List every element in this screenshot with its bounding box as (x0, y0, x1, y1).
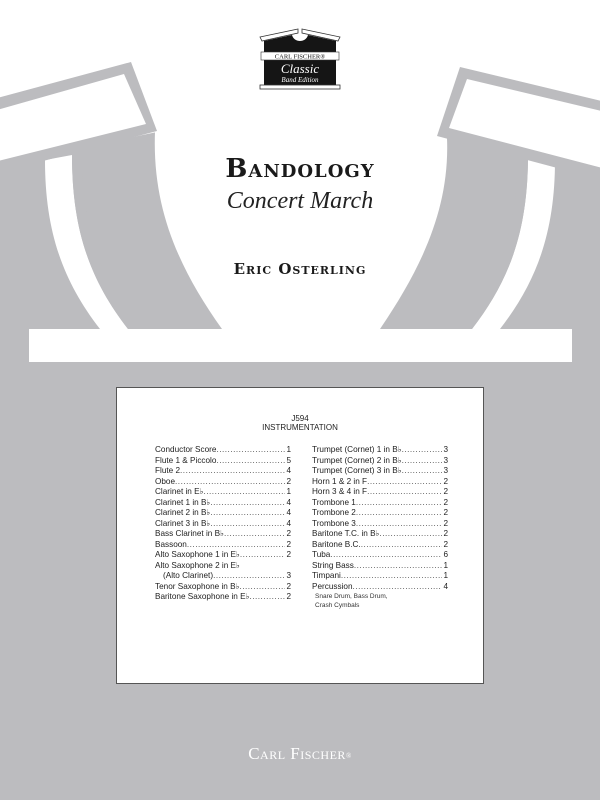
instrument-name: Trumpet (Cornet) 2 in B♭ (312, 455, 402, 465)
leader-dots (187, 540, 286, 551)
instrument-row (155, 582, 291, 593)
part-count: 2 (286, 592, 291, 601)
part-count: 6 (443, 550, 448, 559)
instrument-list-right (312, 445, 448, 610)
leader-dots (210, 498, 285, 509)
instrument-name: Percussion (312, 581, 353, 591)
instrument-row (312, 508, 448, 519)
instrument-row (312, 561, 448, 572)
instrument-name: Conductor Score (155, 445, 217, 454)
instrument-row (155, 445, 291, 456)
leader-dots (240, 550, 286, 561)
instrument-row (155, 456, 291, 467)
leader-dots (180, 466, 285, 477)
part-count: 1 (443, 560, 448, 570)
leader-dots (356, 498, 443, 509)
instrument-name: Horn 1 & 2 in F (312, 476, 368, 486)
instrument-row (312, 519, 448, 530)
instrument-row (312, 466, 448, 477)
piece-title: Bandology (225, 154, 375, 184)
leader-dots (216, 456, 285, 467)
percussion-note: Snare Drum, Bass Drum, (315, 593, 388, 600)
instrument-name: String Bass (312, 560, 354, 570)
leader-dots (239, 582, 285, 593)
instrument-row (312, 487, 448, 498)
part-count: 1 (286, 445, 291, 454)
part-count: 4 (286, 518, 291, 528)
leader-dots (402, 445, 443, 456)
instrument-name: Bassoon (155, 539, 187, 549)
part-count: 4 (286, 508, 291, 517)
instrument-row (312, 445, 448, 456)
leader-dots (356, 519, 443, 530)
catalog-number: J594 (291, 414, 309, 423)
instrument-row (312, 571, 448, 582)
instrument-name: Alto Saxophone 1 in E♭ (155, 550, 240, 559)
instrument-name: Horn 3 & 4 in F (312, 487, 368, 496)
instrument-row (155, 508, 291, 519)
part-count: 2 (443, 476, 448, 486)
instrument-name: Baritone T.C. in B♭ (312, 529, 380, 538)
instrument-name: Baritone B.C. (312, 539, 361, 549)
instrument-name: Trombone 3 (312, 518, 356, 528)
instrument-name: Clarinet 2 in B♭ (155, 508, 211, 517)
leader-dots (224, 529, 286, 540)
svg-text:Band Edition: Band Edition (281, 76, 319, 84)
part-count: 5 (286, 455, 291, 465)
title-block (0, 153, 600, 215)
part-count: 2 (286, 581, 291, 591)
instrument-list-left (155, 445, 291, 603)
leader-dots (402, 456, 443, 467)
part-count: 2 (286, 550, 291, 559)
instrument-name: Timpani (312, 571, 341, 580)
instrument-row (312, 456, 448, 467)
part-count: 2 (443, 497, 448, 507)
instrument-name: Trumpet (Cornet) 3 in B♭ (312, 466, 402, 475)
part-count: 1 (286, 487, 291, 496)
leader-dots (210, 519, 285, 530)
instrument-row (155, 592, 291, 603)
publisher-footer (0, 744, 600, 764)
leader-dots (367, 477, 442, 488)
part-count: 3 (443, 466, 448, 475)
publisher-logo (258, 27, 342, 93)
piece-subtitle: Concert March (226, 188, 374, 214)
part-count: 3 (286, 571, 291, 580)
instrument-row (155, 519, 291, 530)
instrument-name: Trombone 2 (312, 508, 356, 517)
instrument-name: Trombone 1 (312, 497, 356, 507)
part-count: 3 (443, 455, 448, 465)
leader-dots (213, 571, 285, 582)
instrument-name: Clarinet 3 in B♭ (155, 518, 211, 528)
leader-dots (210, 508, 285, 519)
instrument-row (155, 498, 291, 509)
instrument-name: (Alto Clarinet) (163, 571, 214, 580)
leader-dots (367, 487, 442, 498)
composer-name: Eric Osterling (233, 260, 367, 278)
registered-mark: ® (345, 752, 352, 760)
instrumentation-box (116, 387, 484, 684)
instrument-row (155, 477, 291, 488)
instrument-row (155, 571, 291, 582)
part-count: 2 (443, 508, 448, 517)
instrument-name: Tenor Saxophone in B♭ (155, 581, 240, 591)
part-count: 4 (443, 581, 448, 591)
part-count: 2 (443, 487, 448, 496)
leader-dots (354, 561, 443, 572)
leader-dots (361, 540, 443, 551)
leader-dots (203, 487, 285, 498)
instrumentation-heading: INSTRUMENTATION (262, 423, 338, 432)
part-count: 2 (286, 476, 291, 486)
instrument-name: Tuba (312, 550, 331, 559)
leader-dots (216, 445, 285, 456)
leader-dots (356, 508, 443, 519)
leader-dots (402, 466, 443, 477)
instrument-row (312, 582, 448, 593)
instrument-row (312, 477, 448, 488)
leader-dots (175, 477, 285, 488)
instrument-name: Flute 1 & Piccolo (155, 455, 217, 465)
part-count: 4 (286, 466, 291, 475)
svg-text:CARL FISCHER®: CARL FISCHER® (274, 53, 326, 61)
instrument-row (312, 550, 448, 561)
part-count: 4 (286, 497, 291, 507)
part-count: 2 (286, 529, 291, 538)
instrument-row (312, 540, 448, 551)
svg-text:Classic: Classic (280, 61, 320, 76)
instrument-name: Trumpet (Cornet) 1 in B♭ (312, 445, 402, 454)
instrument-row (155, 550, 291, 561)
leader-dots (379, 529, 442, 540)
instrument-row (312, 529, 448, 540)
instrument-row (155, 561, 291, 572)
part-count: 1 (443, 571, 448, 580)
part-count: 2 (443, 539, 448, 549)
part-count: 3 (443, 445, 448, 454)
part-count: 2 (286, 539, 291, 549)
instrument-name: Bass Clarinet in B♭ (155, 529, 224, 538)
instrument-name: Flute 2 (155, 466, 181, 475)
instrument-name: Baritone Saxophone in E♭ (155, 592, 250, 601)
instrument-name: Alto Saxophone 2 in E♭ (155, 560, 240, 570)
leader-dots (330, 550, 442, 561)
instrument-row (312, 498, 448, 509)
instrumentation-header (117, 414, 483, 432)
part-count: 2 (443, 529, 448, 538)
instrument-row (155, 540, 291, 551)
leader-dots (353, 582, 443, 593)
instrument-name: Clarinet 1 in B♭ (155, 497, 211, 507)
instrument-row (155, 529, 291, 540)
instrument-name: Oboe (155, 476, 176, 486)
part-count: 2 (443, 518, 448, 528)
percussion-note: Crash Cymbals (315, 602, 360, 609)
instrument-name: Clarinet in E♭ (155, 487, 204, 496)
leader-dots (341, 571, 443, 582)
instrument-row (155, 487, 291, 498)
instrument-row (155, 466, 291, 477)
leader-dots (249, 592, 285, 603)
publisher-name: Carl Fischer (248, 744, 346, 763)
